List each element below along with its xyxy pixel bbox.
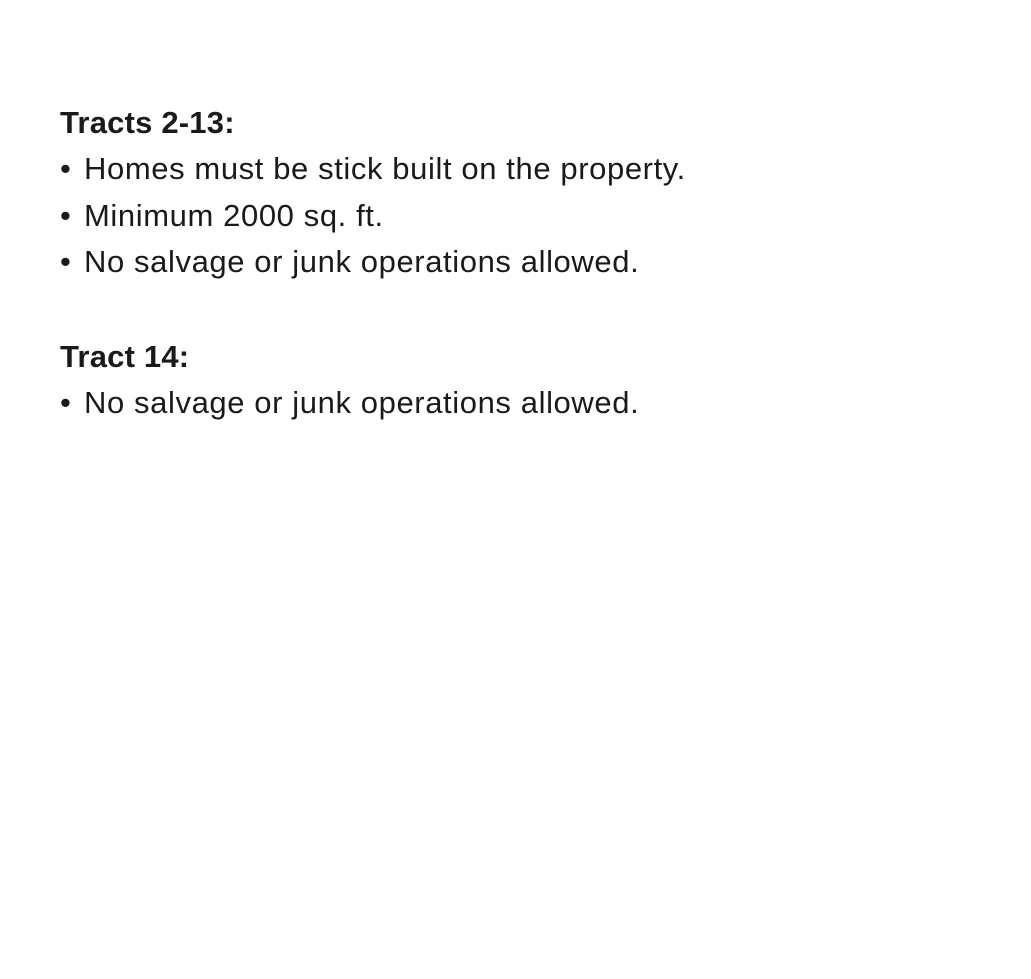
restriction-list — [60, 146, 1000, 286]
list-item — [60, 239, 1000, 286]
bullet-icon: • — [60, 151, 72, 186]
bullet-icon: • — [60, 197, 72, 233]
list-item-text: Minimum 2000 sq. ft. — [84, 197, 384, 233]
list-item — [60, 380, 1000, 427]
list-item — [60, 193, 1000, 240]
section-heading: Tracts 2-13: — [60, 105, 235, 140]
list-item — [60, 146, 1000, 193]
section-tract-14 — [60, 334, 1000, 427]
list-item-text: No salvage or junk operations allowed. — [84, 244, 640, 279]
restriction-list — [60, 380, 1000, 427]
list-item-text: No salvage or junk operations allowed. — [84, 385, 640, 420]
bullet-icon: • — [60, 385, 72, 420]
section-tracts-2-13 — [60, 100, 1000, 286]
list-item-text: Homes must be stick built on the property. — [84, 151, 686, 186]
bullet-icon: • — [60, 244, 72, 279]
section-heading: Tract 14: — [60, 339, 190, 374]
